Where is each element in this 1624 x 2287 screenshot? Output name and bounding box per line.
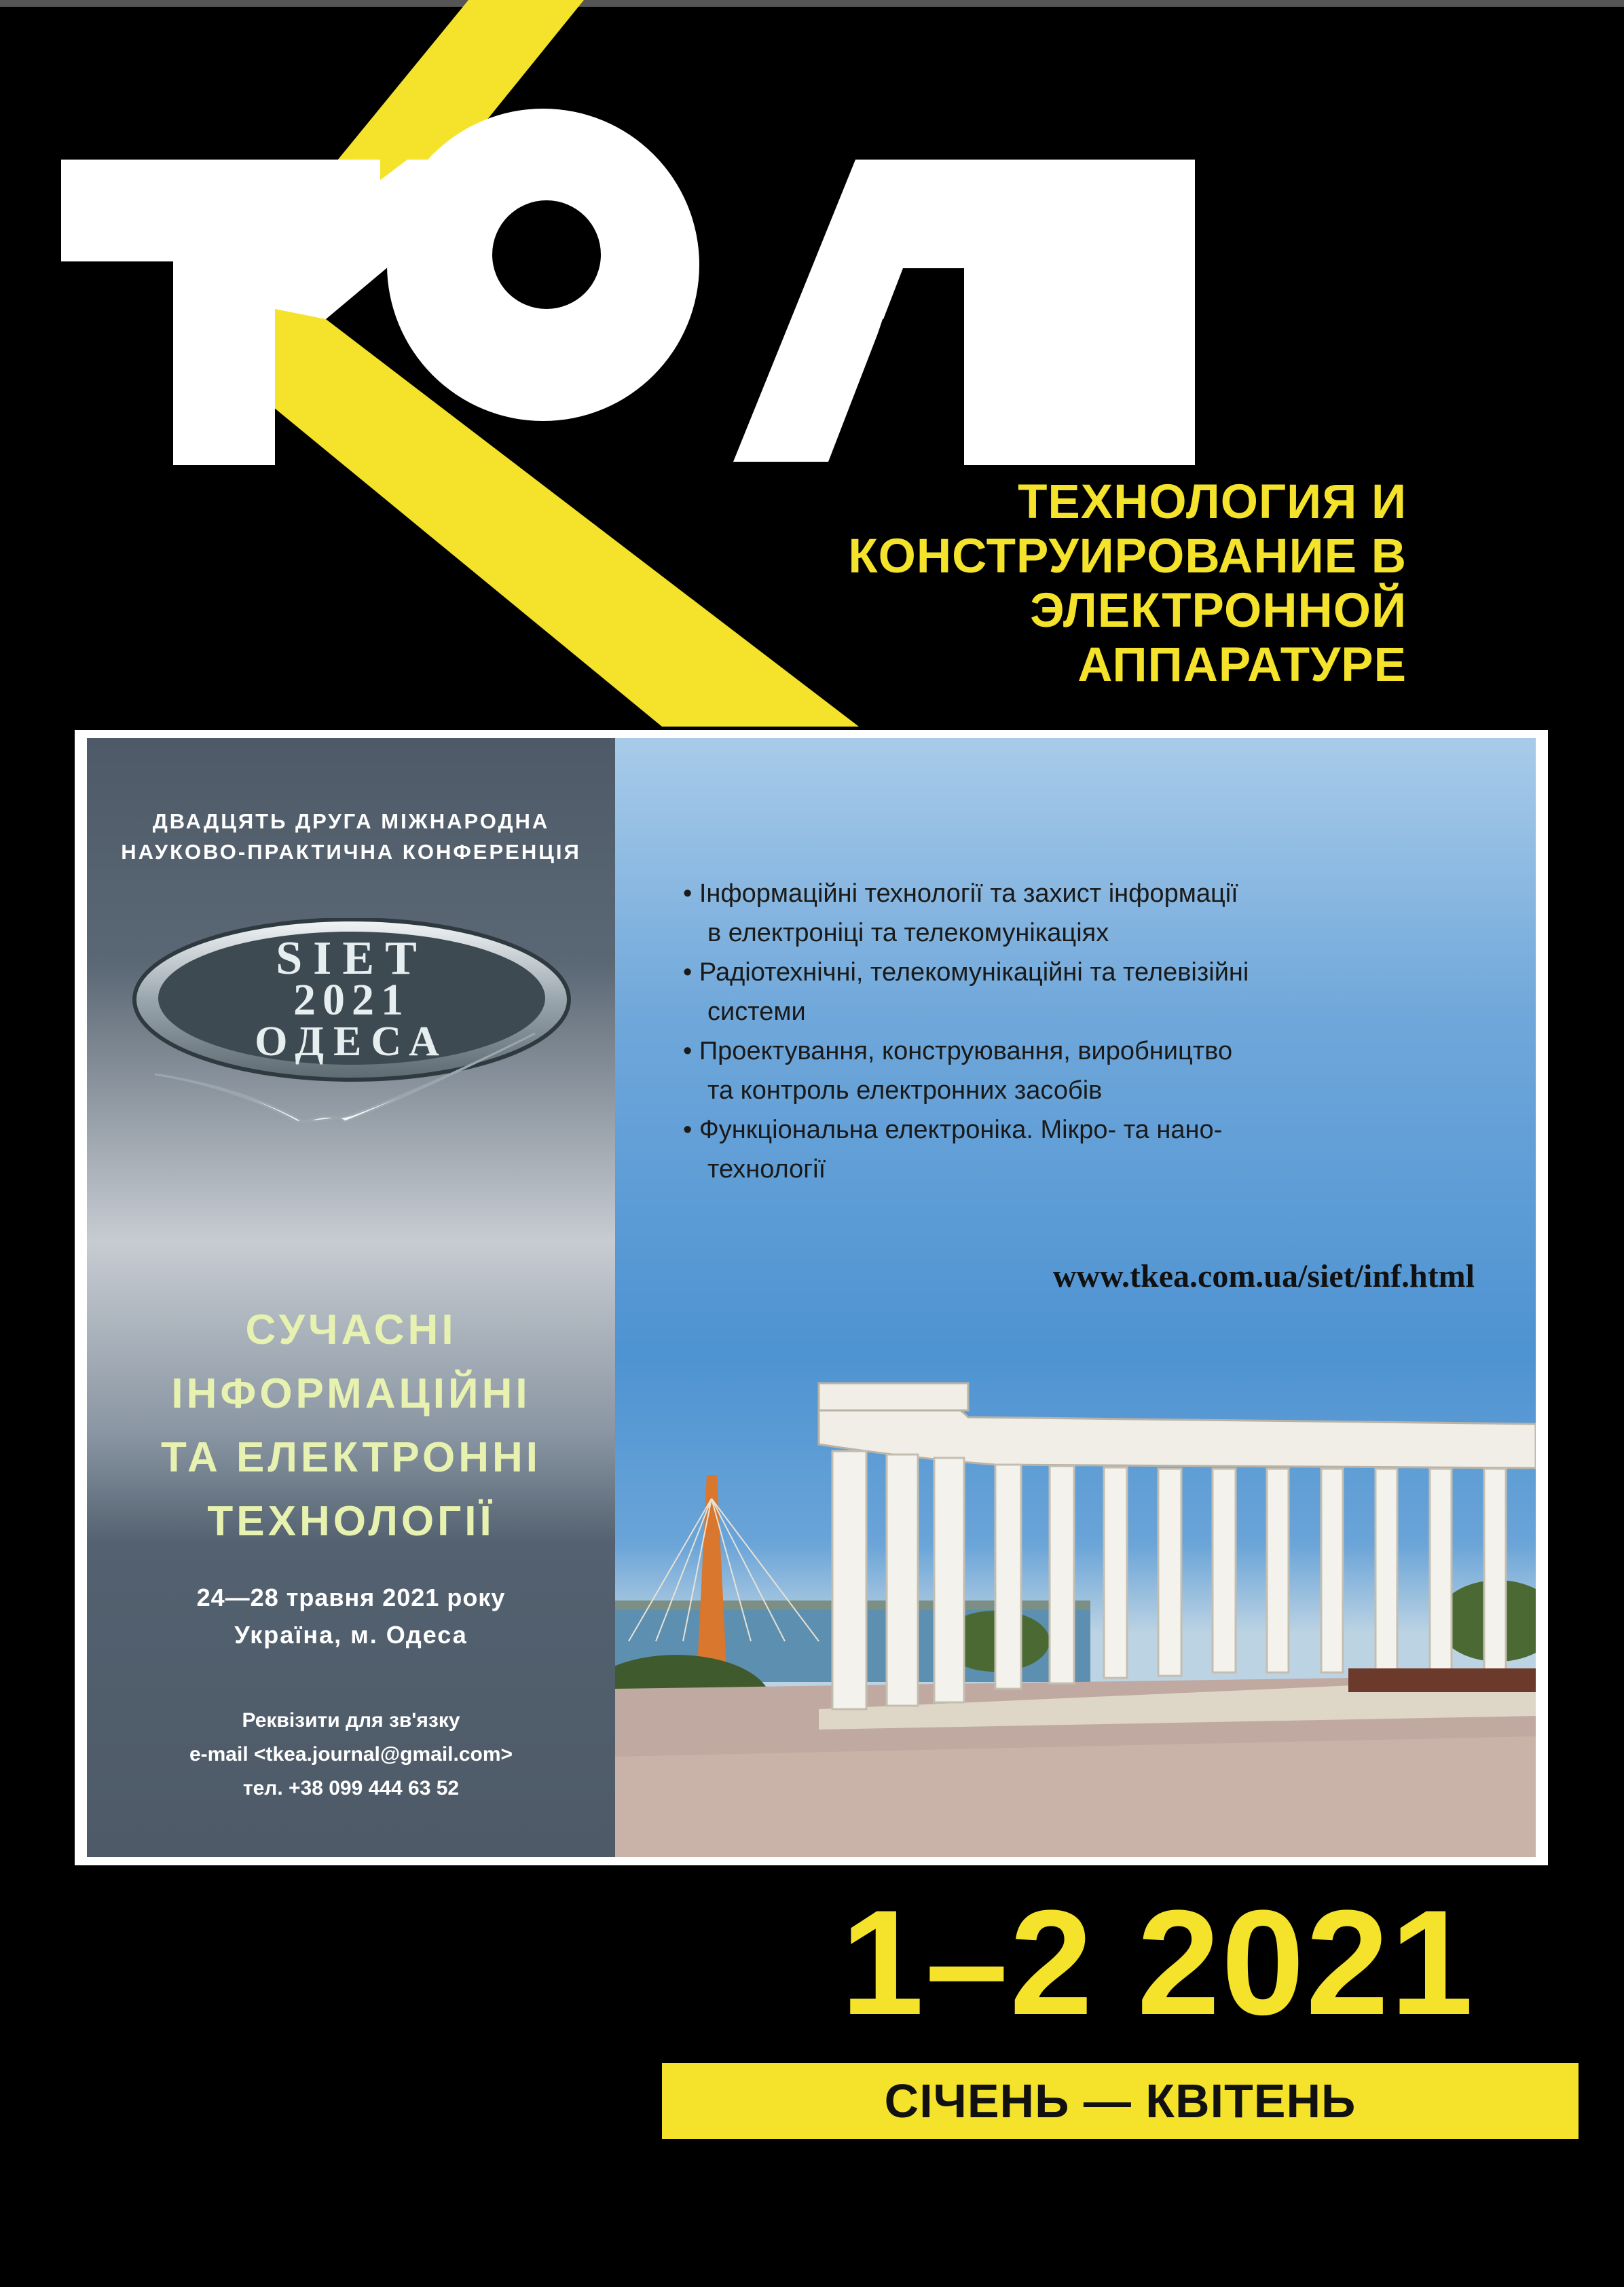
conference-title-line: ТА ЕЛЕКТРОННІ [161,1434,541,1481]
topic-line: в електроніці та телекомунікаціях [707,919,1109,947]
conference-location: Україна, м. Одеса [234,1621,468,1649]
conference-photo-panel [615,738,1536,1857]
journal-title-line: АППАРАТУРЕ [1077,638,1407,692]
bridge-pylon [697,1475,727,1682]
conference-info-panel [87,738,615,1857]
topic-line: системи [707,998,806,1026]
issue-period-bar [662,2063,1579,2139]
journal-title [660,475,1407,693]
conference-banner [75,730,1548,1865]
topic-line: технології [707,1155,826,1184]
conference-title-line: ТЕХНОЛОГІЇ [207,1498,495,1545]
contact-email: e-mail <tkea.journal@gmail.com> [189,1743,513,1765]
conference-header-line: ДВАДЦЯТЬ ДРУГА МІЖНАРОДНА [152,809,550,833]
topic-item [683,1031,1464,1110]
topic-line: • Проектування, конструювання, виробництво [683,1037,1233,1065]
logo-letter-t-stem [173,160,275,465]
logo-letter-o-hole [492,200,601,309]
emblem-bottom-text: ОДЕСА [255,1019,449,1065]
logo-letter-a [733,160,1059,465]
topic-line: та контроль електронних засобів [707,1076,1103,1105]
journal-title-line: ЭЛЕКТРОННОЙ [1030,584,1407,638]
topic-item [683,874,1464,953]
conference-title [87,1298,615,1554]
issue-number: 1–2 2021 [841,1879,1475,2046]
topic-line: • Радіотехнічні, телекомунікаційні та телевізійні [683,958,1249,987]
issue-period: СІЧЕНЬ — КВІТЕНЬ [884,2074,1357,2127]
emblem-year: 2021 [293,975,410,1025]
topic-item [683,1110,1464,1189]
journal-title-line: ТЕХНОЛОГИЯ И [1018,475,1407,529]
logo-letter-e [1059,160,1195,465]
contact-heading: Реквізити для зв'язку [242,1709,460,1732]
conference-title-line: ІНФОРМАЦІЙНІ [171,1370,531,1417]
topic-line: • Інформаційні технології та захист інформації [683,879,1238,908]
conference-title-line: СУЧАСНІ [245,1306,457,1353]
topic-line: • Функціональна електроніка. Мікро- та нано- [683,1116,1223,1144]
conference-header-line: НАУКОВО-ПРАКТИЧНА КОНФЕРЕНЦІЯ [121,840,581,864]
conference-url[interactable]: www.tkea.com.ua/siet/inf.html [1052,1258,1475,1294]
conference-emblem [128,918,576,1142]
conference-dates: 24—28 травня 2021 року [196,1584,506,1611]
contact-phone: тел. +38 099 444 63 52 [242,1777,460,1799]
conference-topics-list [683,874,1464,1189]
topic-item [683,953,1464,1031]
emblem-top-text: SIET [276,932,428,985]
journal-title-line: КОНСТРУИРОВАНИЕ В [848,530,1407,583]
